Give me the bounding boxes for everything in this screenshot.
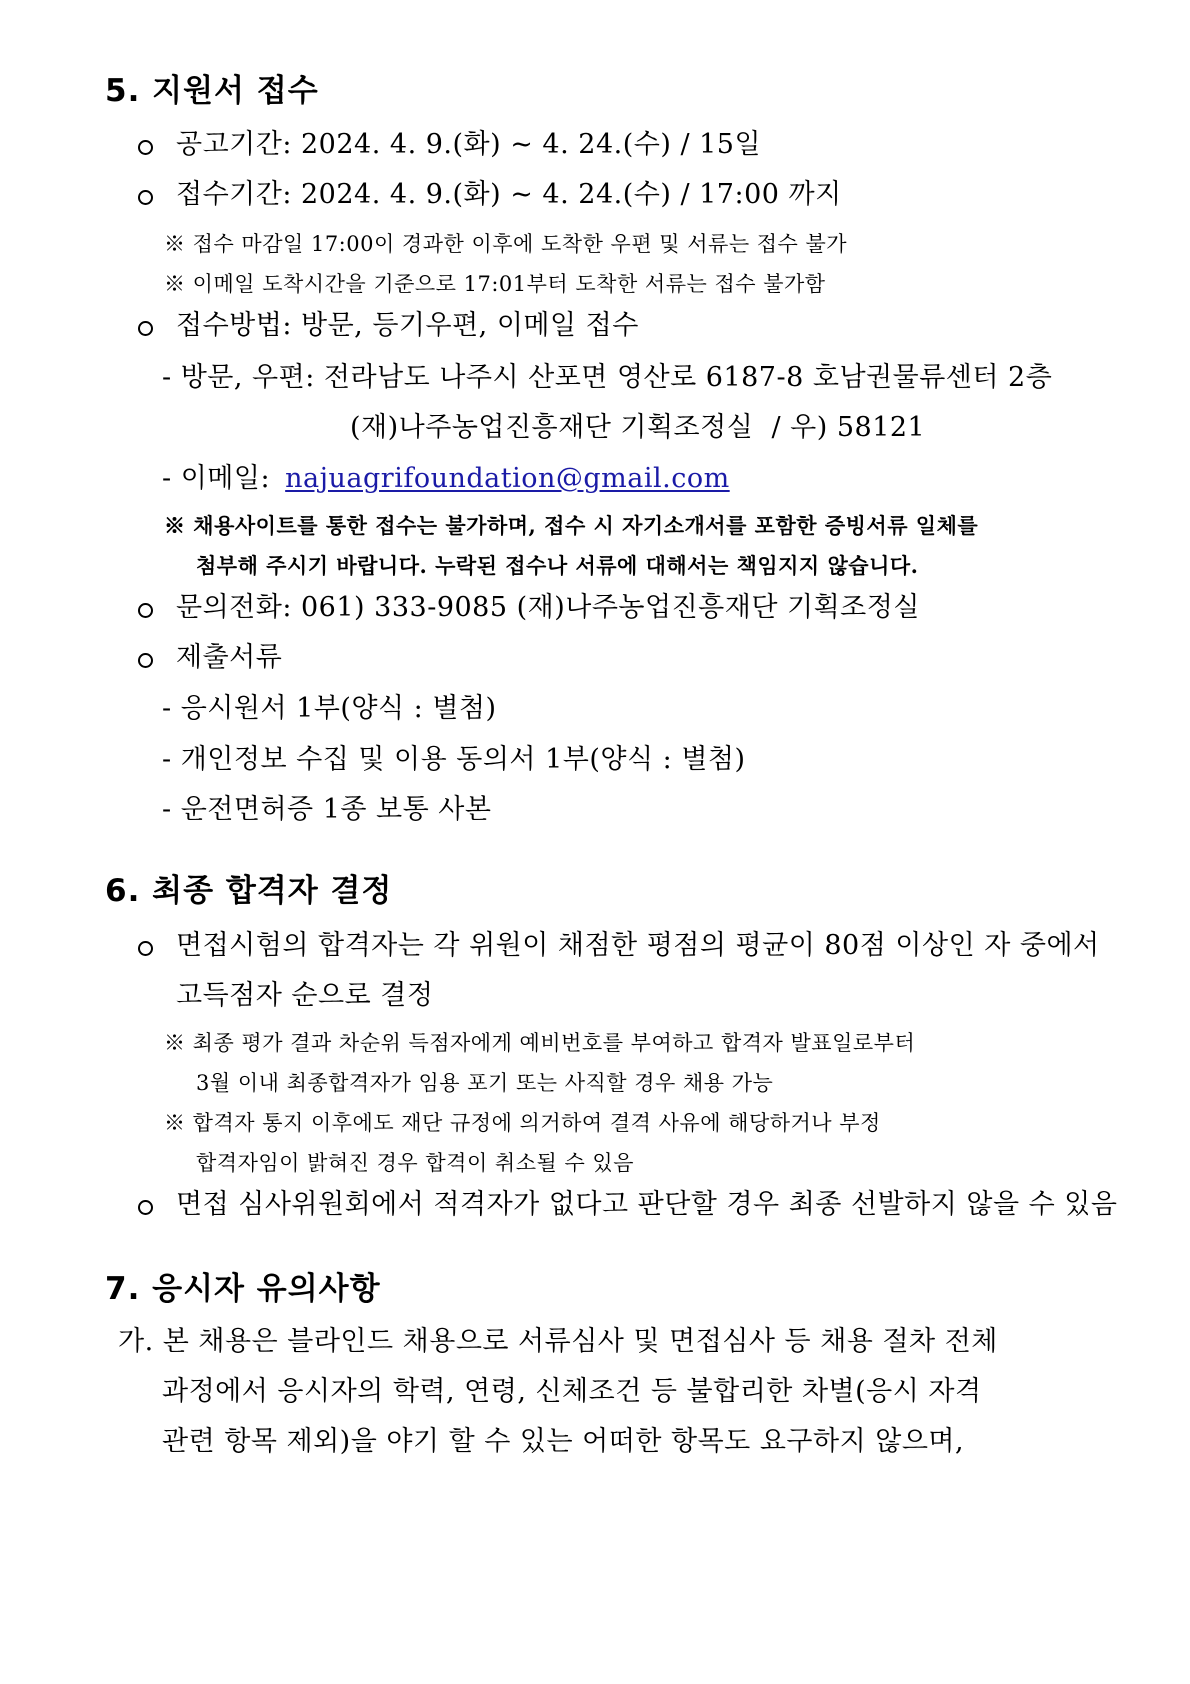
email-row [162,463,730,494]
bullet-circle-icon [138,190,153,205]
email-deadline-note: ※ 이메일 도착시간을 기준으로 17:01부터 도착한 서류는 접수 불가함 [164,272,826,296]
blind-hiring-line1: 가. 본 채용은 블라인드 채용으로 서류심사 및 면접심사 등 채용 절차 전체 [118,1326,998,1357]
pass-criteria-line1: 면접시험의 합격자는 각 위원이 채점한 평점의 평균이 80점 이상인 자 중에서 [176,930,1100,961]
section-7-title: 7. 응시자 유의사항 [105,1271,381,1307]
no-selection-note: 면접 심사위원회에서 적격자가 없다고 판단할 경우 최종 선발하지 않을 수 있음 [176,1189,1118,1220]
cancel-note-line1: ※ 합격자 통지 이후에도 재단 규정에 의거하여 결격 사유에 해당하거나 부정 [164,1111,881,1135]
cancel-note-line2: 합격자임이 밝혀진 경우 합격이 취소될 수 있음 [196,1151,634,1175]
blind-hiring-line2: 과정에서 응시자의 학력, 연령, 신체조건 등 불합리한 차별(응시 자격 [162,1376,982,1407]
visit-address-line1: - 방문, 우편: 전라남도 나주시 산포면 영산로 6187-8 호남권물류센터 2층 [162,362,1053,393]
deadline-note: ※ 접수 마감일 17:00이 경과한 이후에 도착한 우편 및 서류는 접수 불가 [164,232,848,256]
email-link[interactable]: najuagrifoundation@gmail.com [285,463,730,494]
contact-phone: 문의전화: 061) 333-9085 (재)나주농업진흥재단 기획조정실 [176,592,920,623]
visit-address-line2: (재)나주농업진흥재단 기획조정실 / 우) 58121 [350,412,926,443]
bullet-circle-icon [138,321,153,336]
warning-line2: 첨부해 주시기 바랍니다. 누락된 접수나 서류에 대해서는 책임지지 않습니다. [196,553,919,578]
blind-hiring-line3: 관련 항목 제외)을 야기 할 수 있는 어떠한 항목도 요구하지 않으며, [162,1426,965,1457]
document-item: - 개인정보 수집 및 이용 동의서 1부(양식 : 별첨) [162,744,746,775]
reserve-note-line1: ※ 최종 평가 결과 차순위 득점자에게 예비번호를 부여하고 합격자 발표일로부터 [164,1031,916,1055]
receipt-period: 접수기간: 2024. 4. 9.(화) ~ 4. 24.(수) / 17:00 까지 [176,179,842,210]
email-label: - 이메일: [162,463,271,494]
bullet-circle-icon [138,941,153,956]
pass-criteria-line2: 고득점자 순으로 결정 [176,980,434,1011]
receipt-method: 접수방법: 방문, 등기우편, 이메일 접수 [176,310,639,341]
bullet-circle-icon [138,1200,153,1215]
document-item: - 응시원서 1부(양식 : 별첨) [162,693,497,724]
bullet-circle-icon [138,603,153,618]
warning-line1: ※ 채용사이트를 통한 접수는 불가하며, 접수 시 자기소개서를 포함한 증빙서류 일체를 [164,513,979,538]
document-item: - 운전면허증 1종 보통 사본 [162,794,492,825]
section-6-title: 6. 최종 합격자 결정 [105,873,393,909]
bullet-circle-icon [138,653,153,668]
reserve-note-line2: 3월 이내 최종합격자가 임용 포기 또는 사직할 경우 채용 가능 [196,1071,774,1095]
section-5-title: 5. 지원서 접수 [105,73,319,109]
announcement-period: 공고기간: 2024. 4. 9.(화) ~ 4. 24.(수) / 15일 [176,129,762,160]
bullet-circle-icon [138,140,153,155]
documents-title: 제출서류 [176,642,283,673]
